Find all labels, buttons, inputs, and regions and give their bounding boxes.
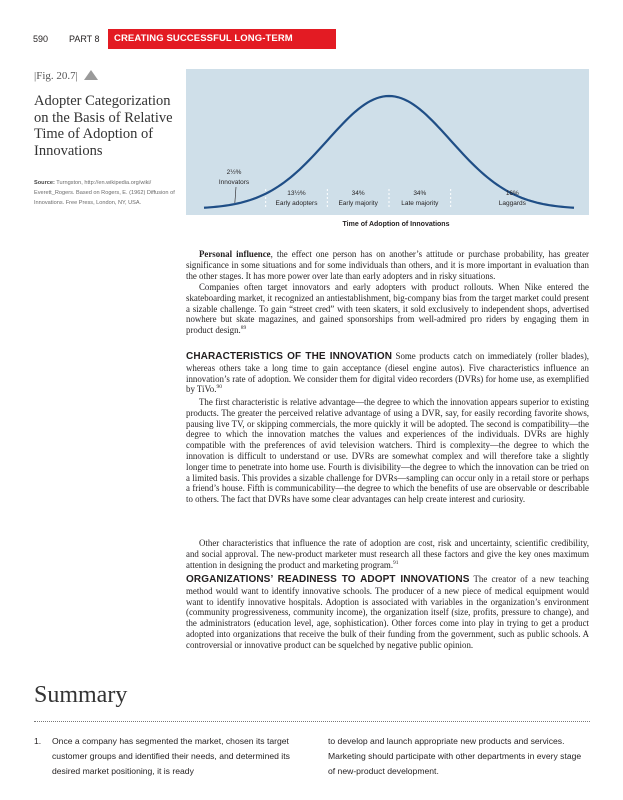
triangle-icon [84, 70, 98, 80]
summary-column-right: to develop and launch appropriate new products and services. Marketing should participate with other departments in every stage of new-product development. [328, 736, 582, 776]
segment-percent-label: 2½% [226, 169, 242, 176]
paragraph-text: The creator of a new teaching method would want to identify innovative schools. The producer of a new piece of medical equipment would want to identify innovative hospitals. Adoption is associated with variables in the organization’s environment (community progressiveness, community income), the organization itself (size, profits, pressure to change), and the administrators (education level, age, sophistication). Other forces come into play in trying to get a product adopted into organizations that receive the bulk of their funding from the government, such as public schools. A controversial or innovative product can be squelched by negative public opinion. [186, 574, 589, 650]
paragraph-text: Some products catch on immediately (roller blades), whereas others take a long time to gain acceptance (diesel engine autos). Five characteristics influence an innovation’s rate of adoption. We consider them for digital video recorders (DVRs) for home use, as exemplified by TiVo. [186, 351, 589, 395]
adopter-curve-chart [186, 69, 589, 231]
paragraph-nike [186, 282, 589, 336]
part-label: PART 8 [69, 34, 100, 44]
segment-percent-label: 16% [505, 190, 519, 197]
innovators-pointer-line [235, 187, 236, 203]
figure-title: Adopter Categorization on the Basis of Relative Time of Adoption of Innovations [34, 93, 173, 159]
figure-tag [34, 70, 98, 82]
summary-column-left: Once a company has segmented the market, chosen its target customer groups and identified their needs, and determined its desired market positioning, it is ready [52, 736, 290, 776]
paragraph-other-characteristics [186, 538, 589, 570]
source-label: Source: [34, 180, 55, 186]
chapter-banner: CREATING SUCCESSFUL LONG-TERM GROWTH [108, 29, 336, 49]
paragraph-organizations [186, 574, 589, 651]
summary-item-number: 1. [34, 736, 42, 746]
personal-influence-term: Personal influence [199, 249, 271, 259]
paragraph-text: Companies often target innovators and early adopters with product rollouts. When Nike entered the skateboarding market, it recognized an antiestablishment, big-company bias from the target market could present a sizable challenge. To gain “street cred” with teen skaters, it sold exclusively to independent shops, advertised nowhere but skate magazines, and gained sponsorships from well-admired pro riders by engaging them in product design. [186, 282, 589, 336]
footnote-ref: 91 [393, 559, 399, 566]
footnote-ref: 90 [216, 384, 222, 391]
segment-percent-label: 34% [413, 190, 427, 197]
paragraph-five-characteristics [186, 397, 589, 505]
figure-tag-label: |Fig. 20.7| [34, 70, 78, 82]
segment-category-label: Late majority [401, 200, 439, 207]
paragraph-text: The first characteristic is relative advantage—the degree to which the innovation appears superior to existing products. The greater the perceived relative advantage of using a DVR, say, for easily recording favorite shows, pausing live TV, or skipping commercials, the more quickly it will be adopted. The second is compatibility—the degree to which the innovation matches the values and experiences of the individuals. DVRs are highly compatible with the preferences of avid television watchers. Third is complexity—the degree to which the innovation is difficult to understand or use. DVRs are somewhat complex and will therefore take a slightly longer time to penetrate into home use. Fourth is divisibility—the degree to which the innovation can be tried on a limited basis. This provides a sizable challenge for DVRs—sampling can occur only in a retail store or perhaps a friend’s house. Fifth is communicability—the degree to which the benefits of use are observable or describable to others. The fact that DVRs have some clear advantages can help create interest and curiosity. [186, 397, 589, 505]
paragraph-personal-influence [186, 249, 589, 281]
paragraph-characteristics [186, 351, 589, 395]
segment-category-label: Early adopters [275, 200, 318, 207]
figure-source [34, 178, 184, 208]
segment-percent-label: 13½% [287, 190, 306, 197]
x-axis-title: Time of Adoption of Innovations [342, 221, 450, 228]
summary-heading: Summary [34, 682, 128, 708]
footnote-ref: 89 [240, 325, 247, 332]
segment-category-label: Laggards [498, 200, 526, 207]
summary-divider [34, 721, 590, 722]
section-heading-characteristics: CHARACTERISTICS OF THE INNOVATION [186, 351, 393, 362]
paragraph-text: Other characteristics that influence the rate of adoption are cost, risk and uncertainty, scientific credibility, and social approval. The new-product marketer must research all these factors and give the key ones maximum attention in designing the product and marketing program. [186, 538, 589, 570]
segment-percent-label: 34% [351, 190, 365, 197]
source-text: Turngston, http://en.wikipedia.org/wiki/ Everett_Rogers. Based on Rogers, E. (1962) Diffusion of Innovations. Free Press, London, NY, USA. [34, 180, 175, 206]
page-number: 590 [33, 34, 49, 44]
segment-category-label: Early majority [338, 200, 378, 207]
section-heading-organizations: ORGANIZATIONS’ READINESS TO ADOPT INNOVATIONS [186, 574, 470, 585]
segment-category-label: Innovators [218, 179, 250, 186]
paragraph-text: , the effect one person has on another’s attitude or purchase probability, has greater significance in some situations and for some individuals than others, and it is more important in evaluation than the other stages. It has more power over late than early adopters and in risky situations. [186, 249, 589, 281]
